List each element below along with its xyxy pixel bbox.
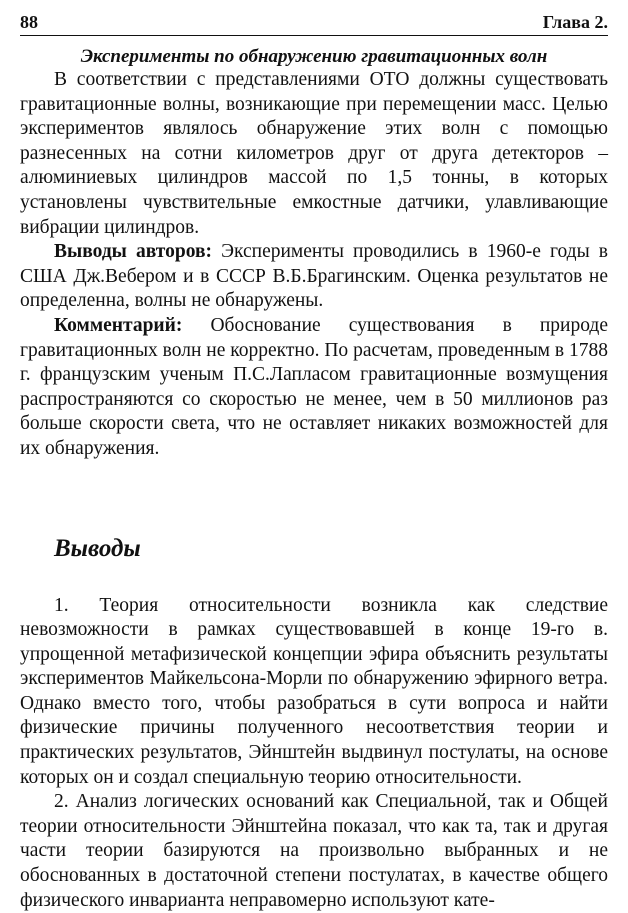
conclusion-item: 1. Теория относительности возникла как следствие невозможности в рамках существовавшей в конце 19-го в. упрощенной метафизической концепции эфира объяснить результаты экспериментов Майкельсона-Морли по обнаружению эфирного ветра. Однако вместо того, чтобы разобраться в сути вопроса и найти физические причины полученного несоответствия теории и практических результатов, Эйнштейн выдвинул постулаты, на основе которых он и создал специальную теорию относительности. — [20, 594, 608, 791]
running-header — [20, 12, 608, 36]
authors-conclusion-label: Выводы авторов: — [54, 241, 212, 262]
section-title: Эксперименты по обнаружению гравитационных волн — [20, 46, 608, 68]
conclusions-heading: Выводы — [20, 534, 608, 564]
chapter-label: Глава 2. — [543, 12, 608, 32]
conclusion-item: 2. Анализ логических оснований как Специальной, так и Общей теории относительности Эйнштейна показал, что как та, так и другая части теории базируются на произвольно выбранных и не обоснованных в достаточной степени постулатах, в качестве общего физического инварианта неправомерно используют кате- — [20, 790, 608, 913]
book-page — [20, 12, 608, 913]
conclusions-list — [20, 594, 608, 913]
intro-paragraph: В соответствии с представлениями ОТО должны существовать гравитационные волны, возникающие при перемещении масс. Целью экспериментов являлось обнаружение этих волн с помощью разнесенных на сотни километров друг от друга детекторов – алюминиевых цилиндров массой по 1,5 тонны, в которых установлены чувствительные емкостные датчики, улавливающие вибрации цилиндров. — [20, 68, 608, 240]
page-number: 88 — [20, 12, 38, 32]
comment-paragraph — [20, 314, 608, 462]
comment-text: Обоснование существования в природе гравитационных волн не корректно. По расчетам, проведенным в 1788 г. французским ученым П.С.Лапласом гравитационные возмущения распространяются со скоростью не менее, чем в 50 миллионов раз больше скорости света, что не оставляет никаких возможностей для их обнаружения. — [20, 315, 608, 459]
authors-conclusion-paragraph — [20, 240, 608, 314]
comment-label: Комментарий: — [54, 315, 182, 336]
authors-conclusion-text: Эксперименты проводились в 1960-е годы в США Дж.Вебером и в СССР В.Б.Брагинским. Оценка результатов не определенна, волны не обнаружены. — [20, 241, 608, 311]
